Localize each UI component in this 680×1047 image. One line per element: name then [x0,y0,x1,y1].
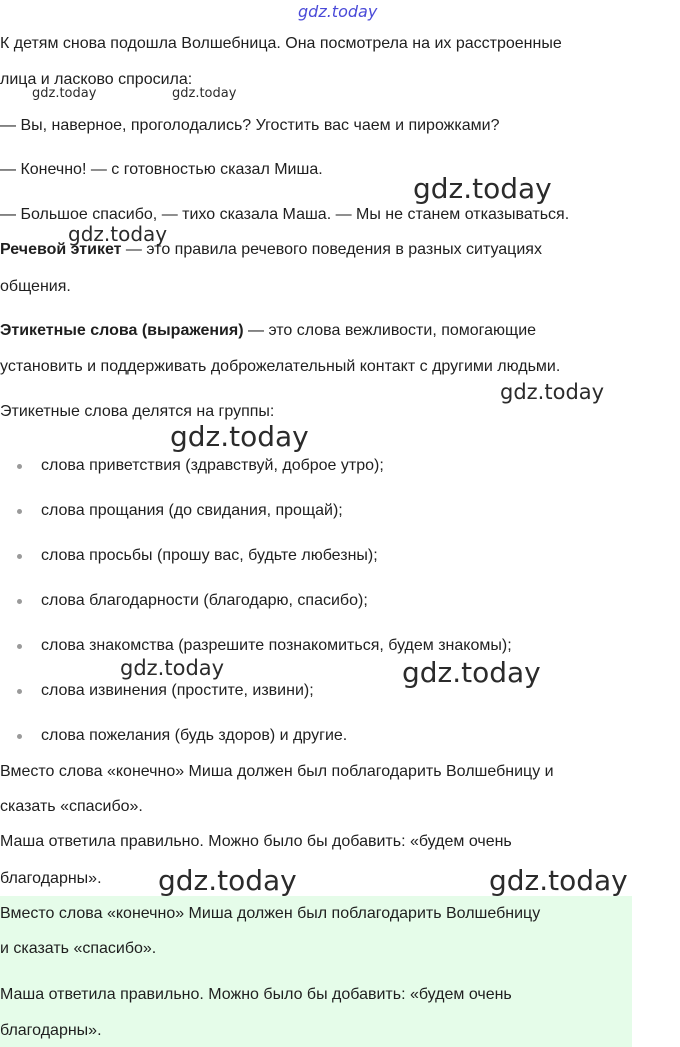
etiquette-words-definition: — это слова вежливости, помогающие [243,322,537,339]
bullet-dot [17,644,22,649]
speech-etiquette-definition: — это правила речевого поведения в разных ситуациях [121,241,542,258]
watermark-large-1: gdz.today [413,172,552,205]
watermark-small-1: gdz.today [32,86,97,101]
bullet-dot [17,464,22,469]
watermark-small-2: gdz.today [172,86,237,101]
watermark-large-4: gdz.today [158,864,297,897]
list-item: слова извинения (простите, извини); [41,682,314,699]
answer-highlight-p2-line-1: Маша ответила правильно. Можно было бы добавить: «будем очень [0,986,512,1003]
bullet-dot [17,554,22,559]
watermark-medium-3: gdz.today [120,656,225,680]
answer-highlight-p1-line-1: Вместо слова «конечно» Миша должен был поблагодарить Волшебницу [0,905,541,922]
bullet-dot [17,734,22,739]
bullet-dot [17,509,22,514]
watermark-medium-1: gdz.today [68,222,168,246]
speech-etiquette-term: Речевой этикет [0,241,122,258]
watermark-large-2: gdz.today [170,420,309,453]
dialogue-line-1: — Вы, наверное, проголодались? Угостить вас чаем и пирожками? [0,117,500,134]
intro-line-2: лица и ласково спросила: [0,71,193,88]
watermark-top: gdz.today [298,2,378,21]
etiquette-words-line-2: установить и поддерживать доброжелательный контакт с другими людьми. [0,358,561,375]
answer-highlight-p2-line-2: благодарны». [0,1022,102,1039]
watermark-large-5: gdz.today [489,864,628,897]
answer-plain-p1-line-2: сказать «спасибо». [0,798,143,815]
bullet-dot [17,599,22,604]
watermark-medium-2: gdz.today [500,380,605,404]
dialogue-line-3: — Большое спасибо, — тихо сказала Маша. — Мы не станем отказываться. [0,206,570,223]
list-item: слова приветствия (здравствуй, доброе утро); [41,457,384,474]
list-item: слова знакомства (разрешите познакомиться, будем знакомы); [41,637,512,654]
answer-plain-p2-line-1: Маша ответила правильно. Можно было бы добавить: «будем очень [0,833,512,850]
list-item: слова прощания (до свидания, прощай); [41,502,343,519]
etiquette-words-line-1 [0,320,536,342]
intro-line-1: К детям снова подошла Волшебница. Она посмотрела на их расстроенные [0,35,562,52]
answer-plain-p1-line-1: Вместо слова «конечно» Миша должен был поблагодарить Волшебницу и [0,763,554,780]
answer-plain-p2-line-2: благодарны». [0,870,102,887]
groups-intro: Этикетные слова делятся на группы: [0,403,275,420]
list-item: слова просьбы (прошу вас, будьте любезны); [41,547,378,564]
list-item: слова благодарности (благодарю, спасибо); [41,592,368,609]
watermark-large-3: gdz.today [402,656,541,689]
dialogue-line-2: — Конечно! — с готовностью сказал Миша. [0,161,323,178]
list-item: слова пожелания (будь здоров) и другие. [41,727,348,744]
speech-etiquette-line-2: общения. [0,278,71,295]
etiquette-words-term: Этикетные слова (выражения) [0,322,244,339]
speech-etiquette-line-1 [0,239,542,261]
bullet-dot [17,689,22,694]
answer-highlight-p1-line-2: и сказать «спасибо». [0,940,157,957]
